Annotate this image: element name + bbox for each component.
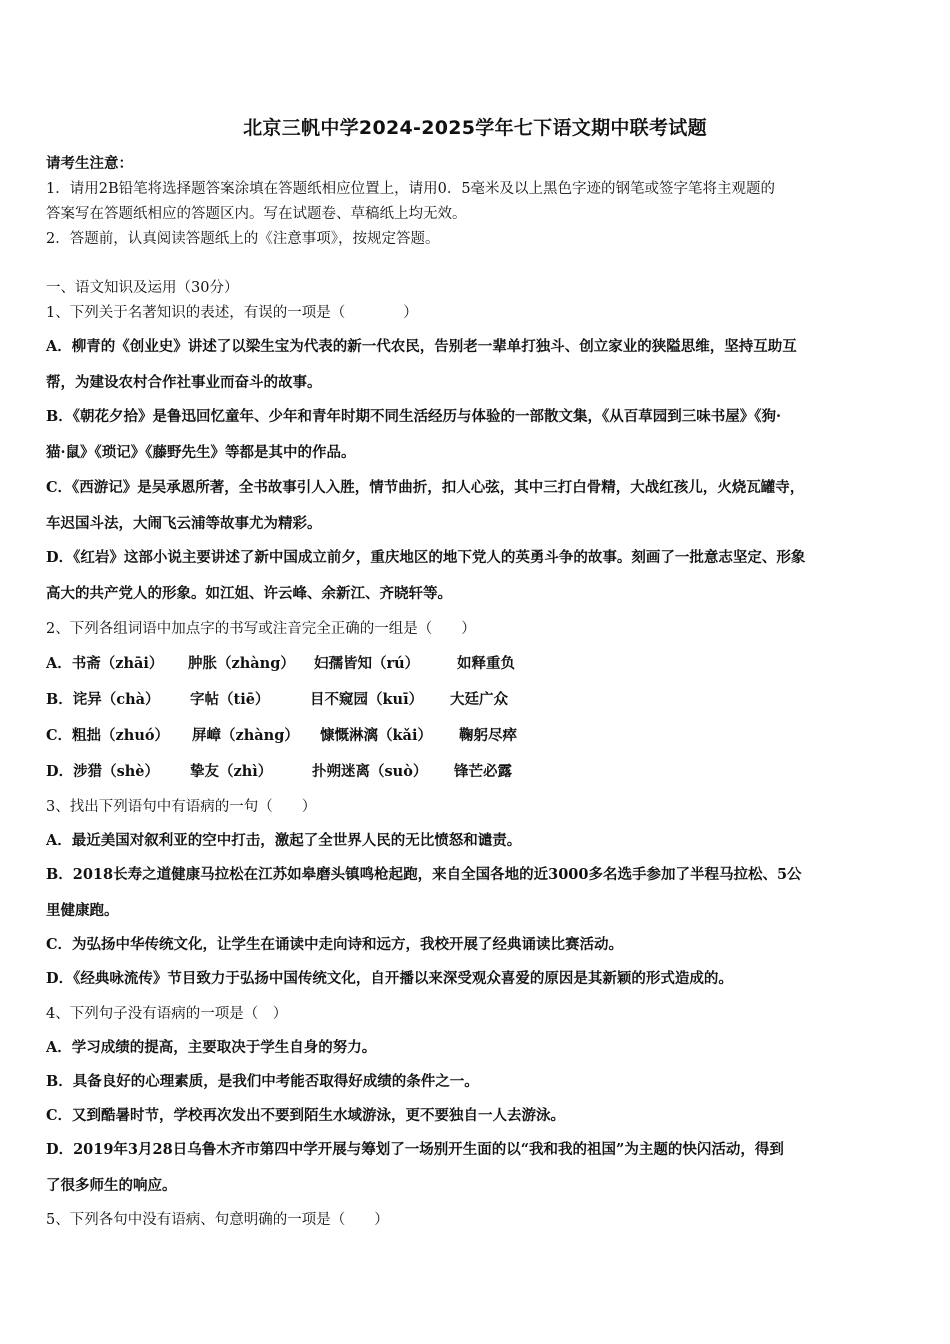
q2-option-d-word-3: 扑朔迷离（suò） <box>312 763 428 780</box>
q4-option-c: C．又到酷暑时节，学校再次发出不要到陌生水域游泳，更不要独自一人去游泳。 <box>46 1107 566 1124</box>
q1-option-a-line-2: 帮，为建设农村合作社事业而奋斗的故事。 <box>46 374 322 391</box>
q2-option-c-word-4: 鞠躬尽瘁 <box>459 727 517 744</box>
q3-stem: 3、找出下列语句中有语病的一句（ ） <box>46 799 317 815</box>
q3-option-b-line-1: B．2018长寿之道健康马拉松在江苏如皋磨头镇鸣枪起跑，来自全国各地的近3000多名选手参加了半程马拉松、5公 <box>46 866 802 883</box>
page-title: 北京三帆中学2024-2025学年七下语文期中联考试题 <box>243 117 707 139</box>
q1-option-a-line-1: A．柳青的《创业史》讲述了以梁生宝为代表的新一代农民，告别老一辈单打独斗、创立家业的狭隘思维，坚持互助互 <box>46 338 797 355</box>
q1-stem: 1、下列关于名著知识的表述，有误的一项是（ ） <box>46 305 418 321</box>
q2-option-c-word-1: C．粗拙（zhuó） <box>46 727 170 744</box>
q2-option-b-word-1: B．诧异（chà） <box>46 691 160 708</box>
q2-option-a-word-1: A．书斋（zhāi） <box>46 655 164 672</box>
q2-option-b-word-3: 目不窥园（kuī） <box>310 691 424 708</box>
q2-option-a-word-3: 妇孺皆知（rú） <box>314 655 420 672</box>
q2-stem: 2、下列各组词语中加点字的书写或注音完全正确的一组是（ ） <box>46 621 476 637</box>
q2-option-c-word-2: 屏嶂（zhàng） <box>192 727 299 744</box>
q3-option-a: A．最近美国对叙利亚的空中打击，激起了全世界人民的无比愤怒和谴责。 <box>46 832 522 849</box>
q2-option-a-word-2: 肿胀（zhàng） <box>188 655 295 672</box>
q4-option-b: B．具备良好的心理素质，是我们中考能否取得好成绩的条件之一。 <box>46 1073 479 1090</box>
q4-option-d-line-1: D．2019年3月28日乌鲁木齐市第四中学开展与筹划了一场别开生面的以“我和我的祖国”为主题的快闪活动，得到 <box>46 1141 784 1158</box>
q1-option-c-line-1: C．《西游记》是吴承恩所著，全书故事引人入胜，情节曲折，扣人心弦，其中三打白骨精，大战红孩儿，火烧瓦罐寺， <box>46 479 805 496</box>
q4-option-d-line-2: 了很多师生的响应。 <box>46 1177 177 1194</box>
notice-item-1-line-1: 1．请用2B铅笔将选择题答案涂填在答题纸相应位置上，请用0．5毫米及以上黑色字迹的钢笔或签字笔将主观题的 <box>46 181 776 197</box>
q1-option-d-line-2: 高大的共产党人的形象。如江姐、许云峰、余新江、齐晓轩等。 <box>46 585 452 602</box>
q3-option-c: C．为弘扬中华传统文化，让学生在诵读中走向诗和远方，我校开展了经典诵读比赛活动。 <box>46 936 624 953</box>
q4-stem: 4、下列句子没有语病的一项是（ ） <box>46 1006 288 1022</box>
q2-option-b-word-4: 大廷广众 <box>450 691 508 708</box>
q1-option-b-line-1: B．《朝花夕拾》是鲁迅回忆童年、少年和青年时期不同生活经历与体验的一部散文集，《从百草园到三味书屋》《狗· <box>46 408 782 425</box>
q2-option-d-word-1: D．涉猎（shè） <box>46 763 160 780</box>
section-heading: 一、语文知识及运用（30分） <box>46 280 239 296</box>
q1-option-b-line-2: 猫·鼠》《琐记》《藤野先生》等都是其中的作品。 <box>46 444 356 461</box>
q2-option-b-word-2: 字帖（tiē） <box>190 691 270 708</box>
q2-option-c-word-3: 慷慨淋漓（kǎi） <box>320 727 432 744</box>
q1-option-c-line-2: 车迟国斗法，大闹飞云浦等故事尤为精彩。 <box>46 515 322 532</box>
q3-option-b-line-2: 里健康跑。 <box>46 902 119 919</box>
q3-option-d: D．《经典咏流传》节目致力于弘扬中国传统文化，自开播以来深受观众喜爱的原因是其新颖的形式造成的。 <box>46 970 733 987</box>
q4-option-a: A．学习成绩的提高，主要取决于学生自身的努力。 <box>46 1039 377 1056</box>
q2-option-a-word-4: 如释重负 <box>457 655 515 672</box>
q2-option-d-word-2: 挚友（zhì） <box>190 763 273 780</box>
q5-stem: 5、下列各句中没有语病、句意明确的一项是（ ） <box>46 1212 389 1228</box>
q1-option-d-line-1: D．《红岩》这部小说主要讲述了新中国成立前夕，重庆地区的地下党人的英勇斗争的故事。刻画了一批意志坚定、形象 <box>46 549 806 566</box>
notice-item-2: 2．答题前，认真阅读答题纸上的《注意事项》，按规定答题。 <box>46 231 440 247</box>
notice-heading: 请考生注意： <box>46 155 133 172</box>
q2-option-d-word-4: 锋芒必露 <box>454 763 512 780</box>
notice-item-1-line-2: 答案写在答题纸相应的答题区内。写在试题卷、草稿纸上均无效。 <box>46 206 467 222</box>
